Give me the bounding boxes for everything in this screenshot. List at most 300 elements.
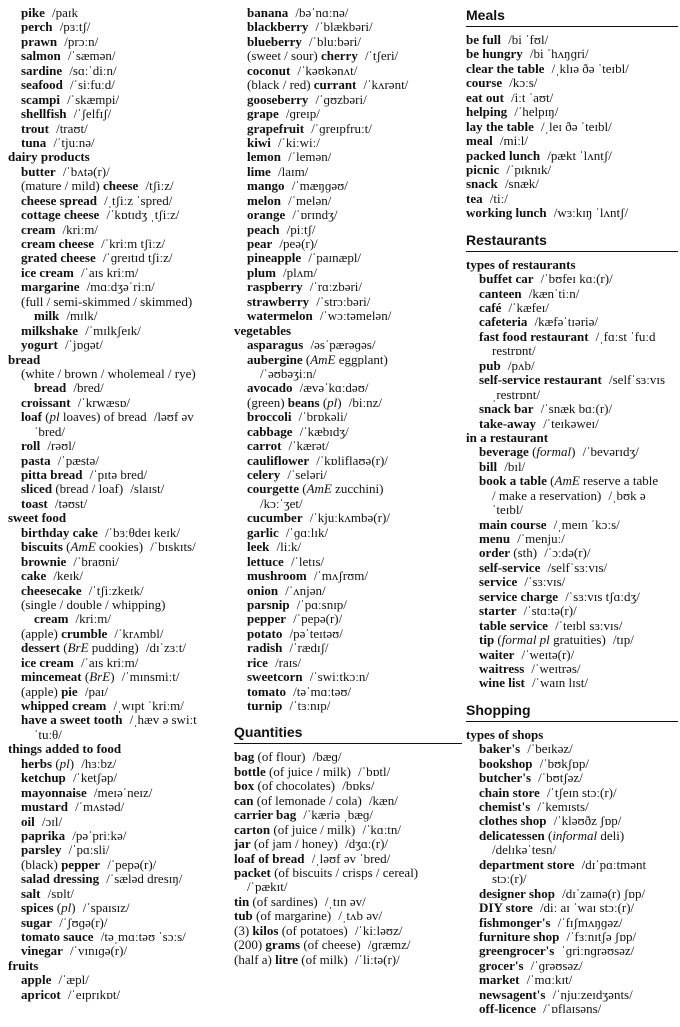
headword: yogurt: [21, 338, 58, 353]
headword: butter: [21, 164, 56, 179]
vocab-entry: [8, 482, 230, 496]
headword: vegetables: [234, 323, 292, 338]
headword: coconut: [247, 63, 291, 78]
entry-text: cookies): [95, 540, 144, 555]
vocab-entry: [234, 208, 462, 222]
headword: grocer's: [479, 958, 524, 973]
headword: take-away: [479, 416, 537, 431]
pronunciation: /ˈbɜːθdeɪ keɪk/: [105, 525, 180, 540]
headword: currant: [313, 78, 357, 93]
entry-text: /ˈpækɪt/: [247, 880, 288, 895]
pronunciation: /ˈbevərɪdʒ/: [582, 445, 639, 460]
pronunciation: /ˈbraʊni/: [73, 554, 119, 569]
headword: scampi: [21, 92, 60, 107]
pronunciation: /rəʊl/: [47, 439, 76, 454]
entry-text: reserve a table: [579, 474, 659, 489]
pronunciation: /kænˈtiːn/: [528, 286, 580, 301]
headword: self-service restaurant: [479, 373, 602, 388]
vocab-entry: [8, 150, 230, 164]
headword: lemon: [247, 150, 281, 165]
headword: perch: [21, 20, 53, 35]
headword: litre: [275, 952, 298, 967]
pronunciation: /ˈketʃəp/: [72, 771, 117, 786]
headword: cherry: [321, 49, 358, 64]
headword: birthday cake: [21, 525, 98, 540]
vocab-entry: [466, 120, 678, 134]
vocab-entry: [466, 887, 678, 901]
vocab-entry: [8, 641, 230, 655]
headword: pasta: [21, 453, 51, 468]
headword: cheesecake: [21, 583, 82, 598]
pronunciation: /ˈkrʌmbl/: [114, 626, 164, 641]
entry-text: /ˈəʊbəʒiːn/: [260, 366, 317, 381]
headword: eat out: [466, 90, 504, 105]
pronunciation: /ˈɡʊzbəri/: [315, 92, 367, 107]
headword: seafood: [21, 78, 63, 93]
vocab-entry: [234, 78, 462, 92]
entry-text: (: [302, 352, 311, 367]
pronunciation: /ˈstɑːtə(r)/: [523, 604, 577, 619]
headword: chemist's: [479, 800, 531, 814]
entry-text: stɔː(r)/: [492, 872, 527, 887]
vocab-entry: [8, 973, 230, 987]
pronunciation: /ˈpɪknɪk/: [506, 162, 552, 177]
pronunciation: /ˈweɪtrəs/: [531, 661, 581, 676]
vocab-entry: [466, 431, 678, 445]
entry-text: (of milk): [298, 952, 348, 967]
vocab-entry: [8, 771, 230, 785]
spacer: [466, 221, 678, 231]
vocab-entry: [234, 511, 462, 525]
pronunciation: /ɡræmz/: [367, 938, 411, 953]
usage-label: AmE: [306, 482, 332, 497]
vocab-entry: [466, 33, 678, 47]
headword: leek: [247, 540, 270, 555]
headword: cream cheese: [21, 237, 95, 251]
headword: mustard: [21, 800, 68, 815]
headword: working lunch: [466, 206, 547, 221]
entry-text: gratuities): [549, 633, 606, 648]
headword: ketchup: [21, 771, 66, 786]
vocab-entry: [234, 924, 462, 938]
pronunciation: /ˈɡreɪtɪd tʃiːz/: [102, 251, 173, 266]
pronunciation: /mɪlk/: [66, 309, 98, 324]
headword: clothes shop: [479, 814, 547, 829]
section-heading: Quantities: [234, 723, 462, 744]
pronunciation: /ˈkləʊðz ʃɒp/: [553, 814, 622, 829]
pronunciation: /ˈpaɪnæpl/: [308, 251, 362, 266]
usage-label: pl: [61, 901, 72, 916]
headword: cake: [21, 569, 47, 584]
vocab-entry: [234, 425, 462, 439]
pronunciation: /ˈweɪtə(r)/: [521, 647, 575, 662]
vocab-entry: [234, 765, 462, 779]
pronunciation: /ˈbɪskɪts/: [150, 540, 196, 555]
vocab-entry: [466, 728, 678, 742]
headword: radish: [247, 641, 283, 656]
vocab-entry: [8, 944, 230, 958]
vocab-entry: [234, 482, 462, 496]
pronunciation: /ˈʃʊɡə(r)/: [59, 915, 108, 930]
headword: bag: [234, 750, 255, 765]
vocab-entry: [466, 619, 678, 633]
vocab-entry: [234, 953, 462, 967]
pronunciation: /ˈwaɪn lɪst/: [532, 676, 588, 691]
pronunciation: /ˈkəʊkənʌt/: [297, 63, 358, 78]
pronunciation: /sɒlt/: [47, 886, 74, 901]
pronunciation: /ˈmɑːkɪt/: [526, 973, 573, 988]
vocab-entry: [234, 540, 462, 554]
pronunciation: /ləʊf əv: [153, 410, 194, 425]
headword: dairy products: [8, 150, 90, 165]
headword: off-licence: [479, 1002, 537, 1017]
pronunciation: /ˈbʌtə(r)/: [62, 164, 110, 179]
headword: packed lunch: [466, 148, 541, 163]
section-heading: Shopping: [466, 701, 678, 722]
headword: can: [234, 793, 254, 808]
headword: vinegar: [21, 944, 63, 959]
vocab-entry: [466, 287, 678, 301]
vocab-entry: [466, 402, 678, 416]
headword: turnip: [247, 699, 283, 713]
pronunciation: /ˈrædɪʃ/: [289, 641, 329, 656]
pronunciation: /pækt ˈlʌntʃ/: [547, 148, 612, 163]
vocab-entry: [8, 309, 230, 323]
headword: bread: [34, 381, 67, 396]
vocab-entry: [234, 107, 462, 121]
pronunciation: /ˈkʌrənt/: [363, 78, 409, 93]
vocab-entry: [234, 670, 462, 684]
headword: celery: [247, 468, 281, 482]
pronunciation: /tiː/: [489, 191, 508, 206]
vocab-entry: [234, 656, 462, 670]
headword: menu: [479, 532, 511, 546]
pronunciation: /pɜːtʃ/: [59, 20, 91, 35]
headword: grapefruit: [247, 121, 305, 136]
vocab-entry: [234, 569, 462, 583]
vocab-entry: [466, 633, 678, 647]
headword: roll: [21, 439, 41, 454]
vocab-entry: [8, 858, 230, 872]
vocab-entry: [466, 1002, 678, 1016]
usage-label: pl: [49, 410, 60, 425]
pronunciation: /ˈtɜːnɪp/: [289, 699, 331, 713]
vocab-entry: [8, 670, 230, 684]
pronunciation: /ˈtjuːnə/: [53, 135, 95, 150]
vocab-entry: [8, 511, 230, 525]
vocab-entry: [8, 136, 230, 150]
headword: baker's: [479, 742, 521, 757]
section-heading: Restaurants: [466, 231, 678, 252]
pronunciation: /ˈwɔːtəmelən/: [319, 309, 392, 324]
vocab-entry: [8, 930, 230, 944]
vocab-entry: [466, 676, 678, 690]
headword: avocado: [247, 381, 293, 396]
vocab-entry: [234, 699, 462, 713]
vocab-entry: [234, 526, 462, 540]
pronunciation: /raɪs/: [275, 655, 302, 670]
headword: helping: [466, 105, 508, 120]
vocab-entry: [234, 750, 462, 764]
pronunciation: /ˈkjuːkʌmbə(r)/: [309, 511, 390, 526]
vocab-entry: [234, 49, 462, 63]
vocab-entry: [8, 829, 230, 843]
pronunciation: /ˌmeɪn ˈkɔːs/: [553, 517, 620, 532]
entry-text: (of potatoes): [278, 923, 348, 938]
vocab-entry: [234, 6, 462, 20]
headword: onion: [247, 583, 279, 598]
pronunciation: /ˈhelpɪŋ/: [514, 105, 559, 120]
pronunciation: /meɪəˈneɪz/: [93, 785, 153, 800]
headword: jar: [234, 837, 251, 852]
vocab-entry: [234, 837, 462, 851]
pronunciation: /ˈbluːbəri/: [309, 34, 362, 49]
pronunciation: /ˈteɪkəweɪ/: [543, 416, 599, 431]
pronunciation: /ˈsæmən/: [67, 49, 116, 64]
pronunciation: /ˈfɪʃmʌŋɡəz/: [557, 915, 623, 930]
entry-text: (: [546, 474, 555, 489]
pronunciation: /ˈkiːwiː/: [277, 135, 320, 150]
vocab-entry: [8, 367, 230, 381]
pronunciation: /miːl/: [499, 134, 529, 149]
pronunciation: /ˈkiːləʊz/: [354, 923, 403, 938]
pronunciation: /ˈswiːtkɔːn/: [309, 670, 369, 685]
pronunciation: /dɪˈpɑːtmənt: [581, 857, 647, 872]
vocab-entry: [234, 612, 462, 626]
entry-text: ˈtuːθ/: [34, 727, 62, 742]
pronunciation: /selfˈsɜːvɪs/: [547, 560, 608, 575]
vocab-entry: [8, 353, 230, 367]
vocab-entry: [8, 916, 230, 930]
pronunciation: /ˈsæləd dresɪŋ/: [106, 872, 183, 887]
pronunciation: /ˈɡrəʊsəz/: [530, 958, 583, 973]
headword: parsnip: [247, 597, 290, 612]
pronunciation: /ˈnjuːzeɪdʒənts/: [552, 987, 633, 1002]
headword: whipped cream: [21, 699, 107, 713]
entry-text: (single / double / whipping): [21, 597, 166, 612]
entry-text: (of biscuits / crisps / cereal): [270, 865, 419, 880]
vocab-entry: [8, 627, 230, 641]
headword: in a restaurant: [466, 430, 549, 445]
entry-text: (of chocolates): [254, 779, 336, 794]
pronunciation: /hɜːbz/: [81, 756, 117, 771]
pronunciation: /dʒɑː(r)/: [345, 837, 389, 852]
vocab-entry: [8, 612, 230, 626]
pronunciation: /ˈstrɔːbəri/: [316, 294, 371, 309]
vocab-entry: [234, 866, 462, 880]
vocab-entry: [466, 272, 678, 286]
entry-text: (green): [247, 395, 288, 410]
vocab-entry: [8, 800, 230, 814]
vocab-entry: [234, 251, 462, 265]
pronunciation: /ˌtʃiːz ˈspred/: [104, 193, 173, 208]
headword: potato: [247, 626, 283, 641]
headword: lime: [247, 164, 271, 179]
headword: ice cream: [21, 655, 74, 670]
headword: bottle: [234, 764, 266, 779]
headword: cream: [34, 612, 69, 627]
entry-text: (sth): [510, 546, 538, 561]
vocab-entry: [466, 829, 678, 843]
entry-text: /delɪkəˈtesn/: [492, 843, 557, 858]
entry-text: ˌrestrɒnt/: [492, 387, 540, 402]
vocab-entry: [466, 800, 678, 814]
vocab-entry: [8, 988, 230, 1002]
vocab-entry: [466, 134, 678, 148]
vocab-entry: [466, 786, 678, 800]
vocab-entry: [8, 815, 230, 829]
entry-text: (: [298, 482, 307, 497]
entry-text: ): [71, 901, 76, 916]
headword: cucumber: [247, 511, 303, 526]
vocab-entry: [8, 237, 230, 251]
pronunciation: /ˈkæfeɪ/: [508, 301, 549, 315]
vocab-entry: [234, 367, 462, 381]
headword: pitta bread: [21, 468, 83, 482]
pronunciation: /ˈæpl/: [58, 973, 89, 988]
pronunciation: /ˈliːtə(r)/: [354, 952, 400, 967]
pronunciation: /snæk/: [504, 177, 539, 192]
entry-text: (of cheese): [300, 938, 361, 953]
vocab-entry: [234, 237, 462, 251]
headword: courgette: [247, 482, 299, 497]
headword: pepper: [247, 612, 286, 627]
entry-text: /kɔːˈʒet/: [260, 496, 303, 511]
vocab-entry: [8, 35, 230, 49]
vocab-entry: [234, 266, 462, 280]
entry-text: / make a reservation): [492, 488, 602, 503]
vocab-entry: [8, 107, 230, 121]
vocab-entry: [8, 122, 230, 136]
vocab-entry: [234, 324, 462, 338]
pronunciation: /ˈɔːdə(r)/: [544, 546, 591, 561]
entry-text: ): [69, 756, 75, 771]
vocab-entry: [8, 656, 230, 670]
vocab-entry: [8, 584, 230, 598]
headword: crumble: [61, 626, 108, 641]
headword: cream: [21, 222, 56, 237]
vocab-entry: [466, 445, 678, 459]
pronunciation: /keɪk/: [53, 569, 84, 584]
vocab-entry: [466, 648, 678, 662]
headword: be full: [466, 33, 502, 47]
vocab-entry: [466, 901, 678, 915]
headword: be hungry: [466, 47, 523, 62]
vocab-entry: [8, 468, 230, 482]
pronunciation: /ˈbʊtʃəz/: [538, 771, 583, 786]
entry-text: (of margarine): [252, 909, 332, 924]
headword: buffet car: [479, 272, 534, 287]
vocab-entry: [466, 76, 678, 90]
pronunciation: /ˌləʊf əv ˈbred/: [311, 851, 391, 866]
entry-text: (: [544, 828, 553, 843]
pronunciation: /kæfəˈtɪəriə/: [534, 315, 599, 330]
pronunciation: /ˈmæŋɡəʊ/: [291, 179, 348, 194]
headword: beans: [287, 395, 320, 410]
usage-label: BrE: [89, 670, 111, 685]
pronunciation: /ˈkærət/: [288, 439, 329, 454]
vocab-entry: [234, 309, 462, 323]
headword: pineapple: [247, 251, 302, 266]
headword: kiwi: [247, 135, 271, 150]
vocab-entry: [8, 381, 230, 395]
entry-text: deli): [597, 828, 625, 843]
pronunciation: /ˈlemən/: [288, 150, 332, 165]
pronunciation: /ˈtʃeɪn stɔː(r)/: [546, 785, 617, 800]
vocab-entry: [466, 532, 678, 546]
vocab-entry: [8, 425, 230, 439]
entry-text: (of sardines): [249, 894, 318, 909]
headword: oil: [21, 814, 35, 829]
headword: broccoli: [247, 410, 292, 425]
vocab-entry: [466, 91, 678, 105]
entry-text: (3): [234, 923, 253, 938]
vocab-entry: [8, 439, 230, 453]
headword: bill: [479, 459, 498, 474]
vocab-entry: [466, 62, 678, 76]
pronunciation: /ˈɒrɪndʒ/: [292, 208, 338, 223]
pronunciation: /dɪˈzaɪnə(r) ʃɒp/: [562, 886, 646, 901]
pronunciation: /bi ˈhʌŋɡri/: [529, 47, 589, 62]
entry-text: (: [319, 395, 328, 410]
pronunciation: /bæɡ/: [312, 750, 342, 765]
usage-label: formal pl: [501, 633, 550, 648]
headword: self-service: [479, 560, 541, 575]
headword: meal: [466, 134, 493, 149]
vocab-entry: [466, 315, 678, 329]
usage-label: pl: [327, 395, 338, 410]
headword: cauliflower: [247, 453, 310, 468]
vocab-entry: [234, 909, 462, 923]
pronunciation: /ˈsɜːvɪs tʃɑːdʒ/: [565, 589, 640, 604]
vocab-entry: [466, 301, 678, 315]
vocab-entry: [234, 895, 462, 909]
headword: loaf of bread: [234, 851, 305, 866]
pronunciation: /ˈpepə(r)/: [293, 612, 343, 627]
vocab-entry: [8, 685, 230, 699]
headword: starter: [479, 604, 517, 619]
vocab-entry: [234, 454, 462, 468]
vocab-entry: [8, 6, 230, 20]
vocab-entry: [8, 324, 230, 338]
headword: service charge: [479, 589, 559, 604]
headword: snack: [466, 177, 498, 192]
headword: bread: [8, 352, 41, 367]
pronunciation: /bəˈnɑːnə/: [295, 6, 349, 20]
vocab-entry: [466, 858, 678, 872]
vocab-entry: [466, 771, 678, 785]
headword: salmon: [21, 49, 61, 64]
spacer: [234, 713, 462, 723]
headword: grape: [247, 107, 279, 122]
headword: brownie: [21, 554, 67, 569]
vocab-entry: [8, 78, 230, 92]
usage-label: BrE: [67, 641, 89, 656]
pronunciation: /sɑːˈdiːn/: [69, 63, 117, 78]
entry-text: (: [41, 410, 50, 425]
pronunciation: /ˈjɒɡət/: [64, 338, 103, 353]
vocab-entry: [234, 295, 462, 309]
pronunciation: /ˌtʌb əv/: [338, 909, 383, 924]
pronunciation: /ˈkrwæsɒ/: [77, 395, 131, 410]
vocab-entry: [8, 497, 230, 511]
headword: trout: [21, 121, 49, 136]
vocab-entry: [466, 930, 678, 944]
vocab-entry: [8, 728, 230, 742]
headword: bookshop: [479, 756, 533, 771]
pronunciation: /ˈmʌstəd/: [75, 800, 125, 815]
vocab-entry: [8, 93, 230, 107]
